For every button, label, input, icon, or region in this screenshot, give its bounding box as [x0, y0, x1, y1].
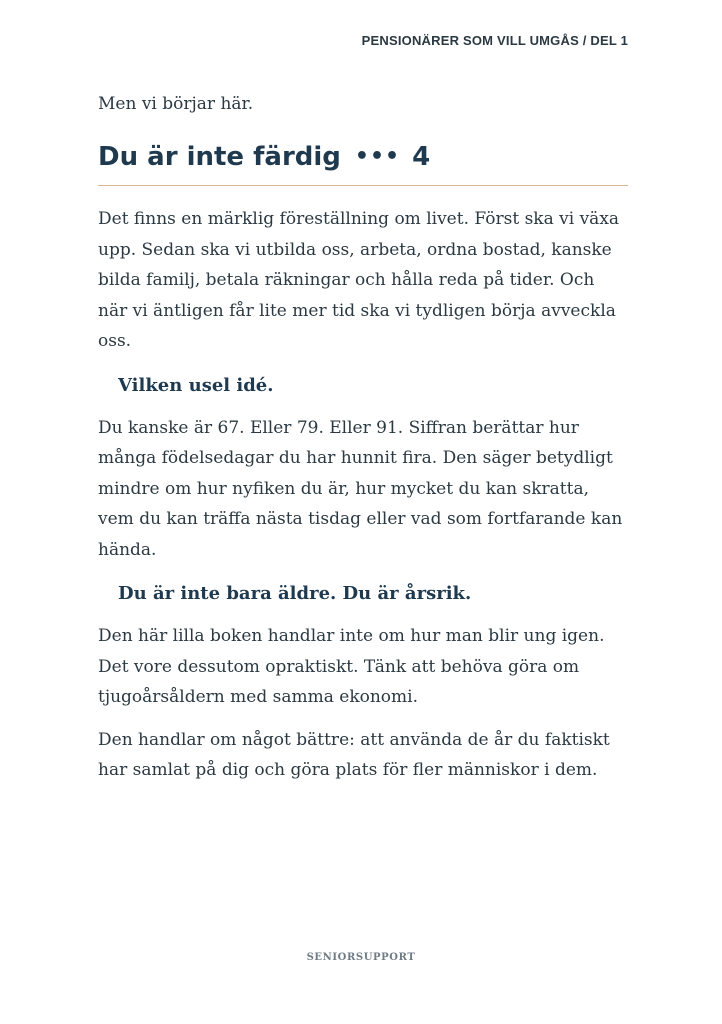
ellipsis-dots-icon: ••• — [354, 144, 401, 169]
chapter-number: 4 — [412, 142, 431, 172]
page-footer: SENIORSUPPORT — [306, 952, 416, 963]
body-paragraph-4: Den handlar om något bättre: att använda de år du faktiskt har samlat på dig och göra plats för fler människor i dem. — [98, 729, 610, 780]
subheading-2: Du är inte bara äldre. Du är årsrik. — [118, 583, 472, 604]
page-content — [98, 90, 628, 786]
body-paragraph-3: Den här lilla boken handlar inte om hur man blir ung igen. Det vore dessutom opraktiskt. Tänk att behöva göra om tjugoårsåldern med samma ekonomi. — [98, 626, 605, 707]
subheading-1: Vilken usel idé. — [118, 374, 274, 396]
chapter-title-text: Du är inte färdig — [98, 142, 341, 172]
body-paragraph-2: Du kanske är 67. Eller 79. Eller 91. Siffran berättar hur många födelsedagar du har hunnit fira. Den säger betydligt mindre om hur nyfiken du är, hur mycket du kan skratta, vem du kan träffa nästa tisdag eller vad som fortfarande kan hända. — [98, 417, 623, 560]
body-paragraph-1: Det finns en märklig föreställning om livet. Först ska vi växa upp. Sedan ska vi utbilda oss, arbeta, ordna bostad, kanske bilda familj, betala räkningar och hålla reda på tider. Och när vi äntligen får lite mer tid ska vi tydligen börja avveckla oss. — [98, 209, 620, 351]
intro-line: Men vi börjar här. — [98, 94, 254, 114]
title-divider — [98, 185, 628, 186]
running-header: PENSIONÄRER SOM VILL UMGÅS / DEL 1 — [361, 33, 628, 48]
chapter-title — [98, 140, 628, 174]
